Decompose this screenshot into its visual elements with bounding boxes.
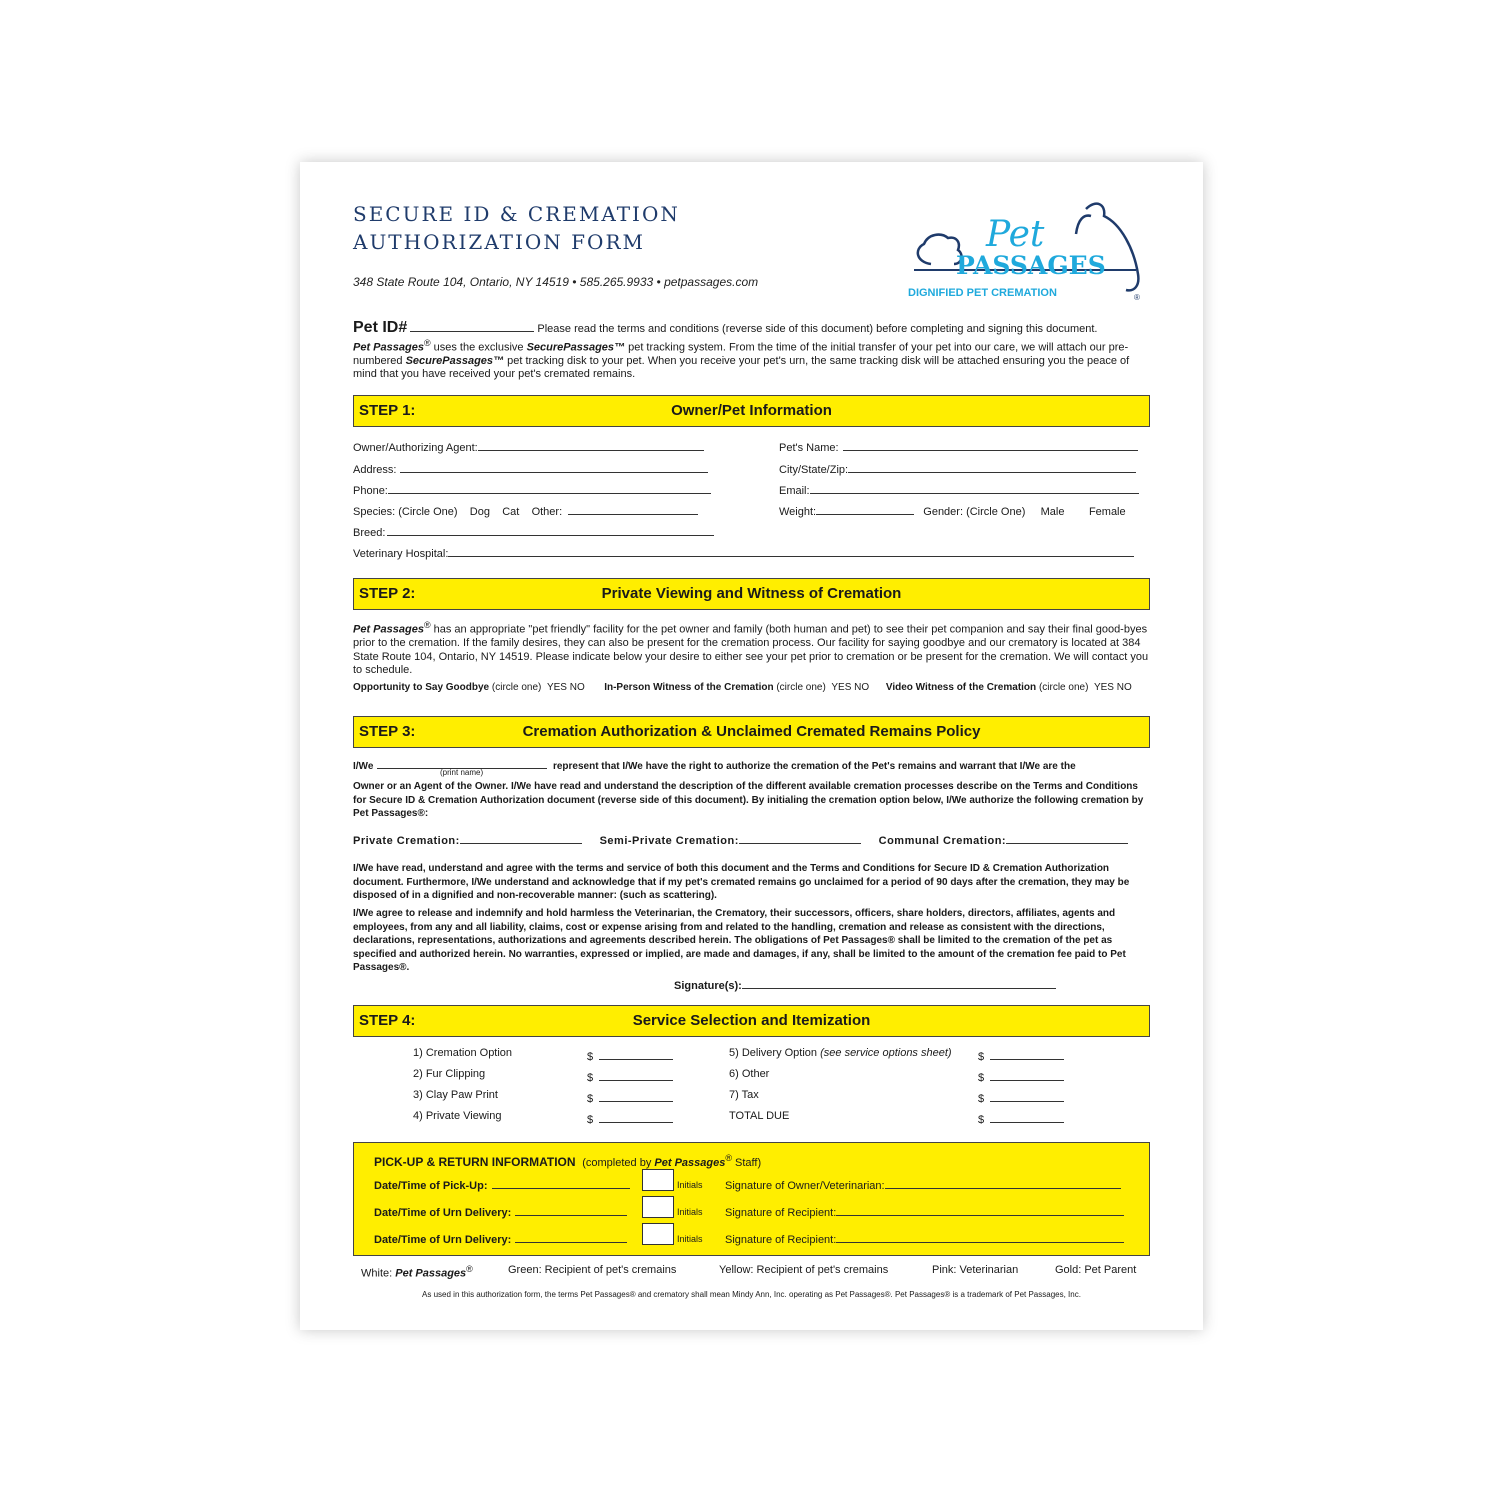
logo-passages-text: PASSAGES [956, 251, 1106, 280]
price-4[interactable] [587, 1110, 673, 1126]
step3-para3: I/We agree to release and indemnify and hold harmless the Veterinarian, the Crematory, their successors, officers, share holders, directors, affiliates, agents and employees, from any and all liability, claims, cost or expense arising from and related to the handling, cremation and release as consistent with the directions, declarations, representations, authorizations and agreements described herein. The obligations of Pet Passages® shall be limited to the cremation of the pet as specified and authorized herein. No warranties, expressed or implied, are made and damages, if any, shall be limited to the amount of the cremation fee paid to Pet Passages®. [353, 908, 1126, 973]
city-line[interactable] [848, 460, 1136, 473]
address-label: Address: [353, 464, 397, 476]
opt-inperson-circle: (circle one) [776, 682, 826, 693]
species-other-line[interactable] [568, 502, 698, 515]
copy-white-brand: Pet Passages [395, 1267, 467, 1280]
opt-inperson-yesno[interactable]: YES NO [831, 682, 870, 693]
copy-yellow: Yellow: Recipient of pet's cremains [719, 1264, 889, 1276]
species-field[interactable] [353, 502, 698, 518]
pickup-sig-3-label: Signature of Recipient: [725, 1234, 837, 1246]
iwe-label: I/We [353, 761, 374, 772]
signature-line[interactable] [742, 976, 1056, 989]
pickup-sig-2[interactable] [725, 1204, 1124, 1219]
step2-reg: ® [423, 620, 431, 630]
dollar-4: $ [587, 1114, 594, 1126]
form-title [353, 200, 680, 256]
owner-field[interactable] [353, 438, 704, 454]
pickup-title: PICK-UP & RETURN INFORMATION [374, 1155, 576, 1169]
pet-name-line[interactable] [843, 438, 1138, 451]
intro-block [353, 320, 1150, 382]
pickup-sig-1[interactable] [725, 1177, 1121, 1192]
price-total-line[interactable] [990, 1110, 1064, 1123]
email-field[interactable] [779, 481, 1139, 497]
email-label: Email: [779, 485, 810, 497]
step3-title: Cremation Authorization & Unclaimed Cremated Remains Policy [522, 723, 981, 740]
price-3[interactable] [587, 1089, 673, 1105]
signature-field[interactable] [674, 976, 1056, 992]
gender-label: Gender: (Circle One) [923, 506, 1026, 518]
price-2[interactable] [587, 1068, 673, 1084]
dollar-1: $ [587, 1051, 594, 1063]
item-delivery-label: 5) Delivery Option [729, 1047, 818, 1059]
opt-inperson: In-Person Witness of the Cremation [604, 682, 774, 693]
copy-white-reg: ® [466, 1264, 473, 1274]
initials-label-2: Initials [677, 1207, 703, 1217]
copy-gold: Gold: Pet Parent [1055, 1264, 1137, 1276]
opt-goodbye-circle: (circle one) [491, 682, 542, 693]
item-paw: 3) Clay Paw Print [413, 1089, 498, 1101]
pickup-row-2[interactable] [374, 1204, 627, 1219]
initials-label-1: Initials [677, 1180, 703, 1190]
step2-header [353, 578, 1150, 610]
copy-green: Green: Recipient of pet's cremains [508, 1264, 677, 1276]
step2-label: STEP 2: [359, 585, 416, 602]
price-3-line[interactable] [599, 1089, 673, 1102]
initials-label-3: Initials [677, 1234, 703, 1244]
pickup-row-2-label: Date/Time of Urn Delivery: [374, 1207, 512, 1219]
intro-text-a: uses the exclusive [430, 341, 527, 354]
form-sheet [300, 162, 1203, 1330]
step4-label: STEP 4: [359, 1012, 416, 1029]
private-cremation-line[interactable] [460, 831, 582, 844]
pet-passages-logo [906, 194, 1146, 304]
price-7-line[interactable] [990, 1089, 1064, 1102]
semi-cremation-label: Semi-Private Cremation: [599, 835, 739, 847]
weight-label: Weight: [779, 506, 817, 518]
opt-video: Video Witness of the Cremation [885, 682, 1037, 693]
pickup-sig-3[interactable] [725, 1231, 1124, 1246]
breed-line[interactable] [387, 523, 714, 536]
pickup-brand: Pet Passages [654, 1157, 726, 1169]
pickup-row-1-line[interactable] [492, 1177, 630, 1189]
pickup-sig-2-label: Signature of Recipient: [725, 1207, 837, 1219]
pickup-row-1-label: Date/Time of Pick-Up: [374, 1180, 488, 1192]
intro-secure-2: SecurePassages™ [405, 354, 505, 367]
signature-label: Signature(s): [674, 980, 742, 992]
step1-label: STEP 1: [359, 402, 416, 419]
intro-secure-1: SecurePassages™ [526, 341, 626, 354]
step2-paragraph [353, 619, 1150, 678]
pet-silhouette-icon [906, 194, 1146, 304]
opt-video-yesno[interactable]: YES NO [1093, 682, 1132, 693]
pickup-sig-2-line[interactable] [836, 1204, 1124, 1216]
price-2-line[interactable] [599, 1068, 673, 1081]
price-total[interactable] [978, 1110, 1064, 1126]
initials-box-1[interactable] [642, 1169, 674, 1191]
step3-para2: I/We have read, understand and agree with the terms and service of both this document and the Terms and Conditions for Secure ID & Cremation Authorization document. Furthermore, I/We understand and acknowledge that if my pet's cremated remains go unclaimed for a period of 90 days after the cremation, they may be disposed of in a dignified and non-recoverable manner: (such as scattering). [353, 863, 1130, 901]
step2-title: Private Viewing and Witness of Cremation [601, 585, 902, 602]
step3-label: STEP 3: [359, 723, 416, 740]
step2-brand: Pet Passages [353, 623, 424, 636]
logo-tagline: DIGNIFIED PET CREMATION [908, 287, 1057, 299]
item-delivery-note: (see service options sheet) [820, 1047, 952, 1059]
dollar-6: $ [978, 1072, 985, 1084]
dollar-5: $ [978, 1051, 985, 1063]
pickup-row-3[interactable] [374, 1231, 627, 1246]
semi-cremation-line[interactable] [739, 831, 861, 844]
price-5[interactable] [978, 1047, 1064, 1063]
owner-label: Owner/Authorizing Agent: [353, 442, 478, 454]
owner-line[interactable] [478, 438, 704, 451]
logo-reg: ® [1134, 293, 1140, 302]
item-cremation: 1) Cremation Option [413, 1047, 513, 1059]
pickup-header [374, 1153, 761, 1169]
pet-id-label: Pet ID# [353, 319, 408, 336]
intro-text-b: pet tracking system. From the time of the initial transfer of your pet into our care, we will attach our pre-numbered [353, 341, 1129, 367]
price-4-line[interactable] [599, 1110, 673, 1123]
pickup-sig-1-line[interactable] [885, 1177, 1121, 1189]
address-line[interactable] [400, 460, 708, 473]
pickup-sig-3-line[interactable] [836, 1231, 1124, 1243]
weight-line[interactable] [816, 502, 914, 515]
title-line-2: AUTHORIZATION FORM [353, 230, 645, 254]
private-cremation-label: Private Cremation: [353, 835, 460, 847]
opt-goodbye-yesno[interactable]: YES NO [546, 682, 585, 693]
price-1[interactable] [587, 1047, 673, 1063]
address-field[interactable] [353, 460, 708, 476]
phone-field[interactable] [353, 481, 711, 497]
pickup-reg: ® [725, 1153, 732, 1163]
communal-cremation-line[interactable] [1006, 831, 1128, 844]
breed-field[interactable] [353, 523, 714, 539]
title-line-1: SECURE ID & CREMATION [353, 202, 680, 226]
viewing-options [353, 682, 1132, 693]
intro-text-c: pet tracking disk to your pet. When you receive your pet's urn, the same tracking disk will be attached ensuring you the peace of mind that you have received your pet's cremated remains. [353, 354, 1130, 381]
step2-text: has an appropriate "pet friendly" facility for the pet owner and family (both human and pet) to see their pet companion and say their final good-byes prior to the cremation. If the family desires, they can also be present for the cremation process. Our facility for saying goodbye and our crematory is located at 384 State Route 104, Ontario, NY 14519. Please indicate below your desire to either see your pet prior to cremation or be present for the cremation. We will contact you to schedule. [353, 623, 1149, 677]
price-1-line[interactable] [599, 1047, 673, 1060]
item-tax: 7) Tax [729, 1089, 759, 1101]
item-viewing: 4) Private Viewing [413, 1110, 502, 1122]
logo-pet-text: Pet [986, 214, 1045, 255]
dollar-total: $ [978, 1114, 985, 1126]
footer-note: As used in this authorization form, the terms Pet Passages® and crematory shall mean Mindy Ann, Inc. operating as Pet Passages®. Pet Passages® is a trademark of Pet Passages, Inc. [422, 1290, 1081, 1299]
species-cat[interactable]: Cat [502, 506, 520, 518]
pickup-section [353, 1142, 1150, 1256]
cremation-options [353, 831, 1128, 847]
city-label: City/State/Zip: [779, 464, 849, 476]
price-6[interactable] [978, 1068, 1064, 1084]
pet-name-field[interactable] [779, 438, 1138, 454]
pickup-note-b: Staff) [731, 1157, 762, 1169]
opt-video-circle: (circle one) [1038, 682, 1089, 693]
price-5-line[interactable] [990, 1047, 1064, 1060]
pickup-note-a: (completed by [582, 1157, 655, 1169]
pickup-row-3-label: Date/Time of Urn Delivery: [374, 1234, 512, 1246]
gender-male[interactable]: Male [1040, 506, 1065, 518]
item-fur: 2) Fur Clipping [413, 1068, 486, 1080]
company-address: 348 State Route 104, Ontario, NY 14519 • 585.265.9933 • petpassages.com [353, 275, 759, 289]
species-other-label: Other: [531, 506, 563, 518]
represent-text: represent that I/We have the right to authorize the cremation of the Pet's remains and warrant that I/We are the [552, 761, 1076, 772]
pickup-row-3-line[interactable] [515, 1231, 627, 1243]
city-field[interactable] [779, 460, 1136, 476]
pet-name-label: Pet's Name: [779, 442, 839, 454]
step4-title: Service Selection and Itemization [632, 1012, 871, 1029]
dollar-7: $ [978, 1093, 985, 1105]
vet-label: Veterinary Hospital: [353, 548, 449, 560]
vet-line[interactable] [448, 544, 1134, 557]
intro-reg: ® [423, 337, 431, 348]
intro-brand: Pet Passages [353, 341, 424, 354]
phone-label: Phone: [353, 485, 388, 497]
pickup-sig-1-label: Signature of Owner/Veterinarian: [725, 1180, 885, 1192]
print-name-hint: (print name) [440, 768, 484, 777]
step3-para1: Owner or an Agent of the Owner. I/We have read and understand the description of the different available cremation processes describe on the Terms and Conditions for Secure ID & Cremation Authorization document (reverse side of this document). By initialing the cremation option below, I/We authorize the following cremation by Pet Passages®: [353, 781, 1144, 819]
species-dog[interactable]: Dog [469, 506, 490, 518]
initials-box-3[interactable] [642, 1223, 674, 1245]
pet-id-field[interactable] [410, 320, 534, 332]
communal-cremation-label: Communal Cremation: [878, 835, 1007, 847]
pickup-row-2-line[interactable] [515, 1204, 627, 1216]
item-other: 6) Other [729, 1068, 770, 1080]
vet-field[interactable] [353, 544, 1134, 560]
copy-white [361, 1264, 473, 1280]
gender-female[interactable]: Female [1088, 506, 1126, 518]
pickup-row-1[interactable] [374, 1177, 630, 1192]
step1-title: Owner/Pet Information [671, 402, 832, 419]
phone-line[interactable] [388, 481, 711, 494]
weight-gender-field[interactable] [779, 502, 1126, 518]
intro-line-1: Please read the terms and conditions (reverse side of this document) before completing and signing this document. [537, 323, 1098, 335]
copy-white-label: White: [361, 1267, 396, 1280]
initials-box-2[interactable] [642, 1196, 674, 1218]
price-6-line[interactable] [990, 1068, 1064, 1081]
opt-goodbye: Opportunity to Say Goodbye [353, 682, 490, 693]
price-7[interactable] [978, 1089, 1064, 1105]
item-total: TOTAL DUE [729, 1110, 790, 1122]
copy-pink: Pink: Veterinarian [932, 1264, 1019, 1276]
item-delivery [729, 1047, 952, 1059]
dollar-3: $ [587, 1093, 594, 1105]
step4-header [353, 1005, 1150, 1037]
step3-header [353, 716, 1150, 748]
species-label: Species: (Circle One) [353, 506, 458, 518]
email-line[interactable] [810, 481, 1139, 494]
dollar-2: $ [587, 1072, 594, 1084]
breed-label: Breed: [353, 527, 386, 539]
step1-header [353, 395, 1150, 427]
